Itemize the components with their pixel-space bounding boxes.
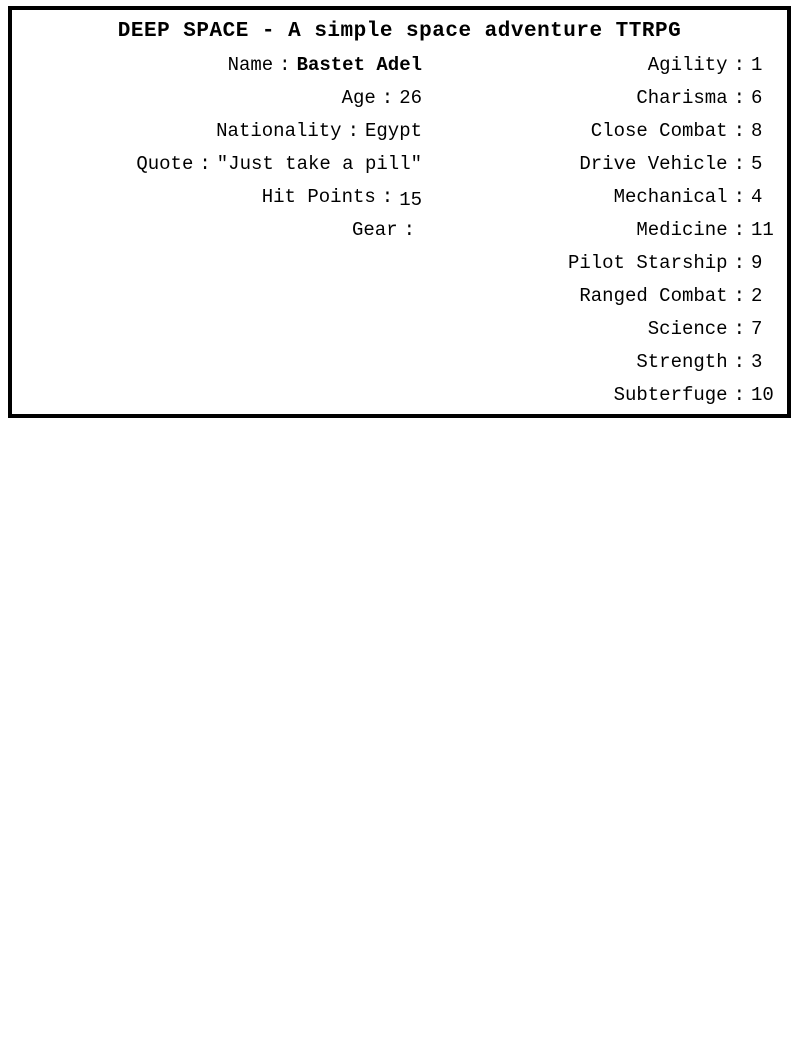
field-gear-label: Gear: [351, 219, 398, 241]
page-title: DEEP SPACE - A simple space adventure TTRPG: [117, 20, 682, 43]
field-name: [18, 49, 422, 82]
skill-agility-separator: :: [733, 54, 745, 76]
field-nationality: [18, 115, 422, 148]
skill-ranged-combat-separator: :: [733, 285, 745, 307]
field-quote-label: Quote: [136, 153, 194, 175]
skill-drive-vehicle-value: 5: [751, 153, 763, 175]
skill-medicine-value: 11: [751, 219, 774, 241]
skill-charisma-separator: :: [733, 87, 745, 109]
skill-strength: [432, 346, 777, 379]
field-nationality-value: Egypt: [364, 120, 422, 142]
skill-drive-vehicle-label: Drive Vehicle: [579, 153, 728, 175]
skill-medicine-label: Medicine: [636, 219, 728, 241]
sheet-columns: [12, 49, 787, 412]
field-hit-points-label: Hit Points: [261, 186, 376, 208]
skills-column: [432, 49, 787, 412]
field-hit-points-separator: :: [381, 186, 394, 208]
skill-subterfuge-value: 10: [751, 384, 774, 406]
skill-ranged-combat-label: Ranged Combat: [579, 285, 728, 307]
skill-subterfuge-separator: :: [733, 384, 745, 406]
skill-drive-vehicle-separator: :: [733, 153, 745, 175]
skill-ranged-combat: [432, 280, 777, 313]
skill-pilot-starship-label: Pilot Starship: [567, 252, 728, 274]
skill-charisma-label: Charisma: [636, 87, 728, 109]
skill-pilot-starship: [432, 247, 777, 280]
skill-science-value: 7: [751, 318, 763, 340]
skill-medicine-separator: :: [733, 219, 745, 241]
field-name-label: Name: [227, 54, 274, 76]
skill-strength-separator: :: [733, 351, 745, 373]
skill-science-label: Science: [647, 318, 728, 340]
field-quote-value: "Just take a pill": [216, 153, 422, 175]
skill-close-combat-label: Close Combat: [590, 120, 728, 142]
skill-strength-value: 3: [751, 351, 763, 373]
skill-close-combat: [432, 115, 777, 148]
character-sheet: [8, 6, 791, 418]
skill-agility-label: Agility: [647, 54, 728, 76]
skill-science: [432, 313, 777, 346]
skill-charisma-value: 6: [751, 87, 763, 109]
field-name-value: Bastet Adel: [296, 54, 422, 76]
field-gear: [18, 214, 422, 247]
skill-drive-vehicle: [432, 148, 777, 181]
skill-ranged-combat-value: 2: [751, 285, 763, 307]
skill-close-combat-value: 8: [751, 120, 763, 142]
field-hit-points: [18, 181, 422, 214]
field-quote: [18, 148, 422, 181]
field-nationality-separator: :: [347, 120, 359, 142]
field-age-label: Age: [341, 87, 376, 109]
field-hit-points-value: 15: [399, 189, 422, 211]
field-age-value: 26: [399, 87, 422, 109]
field-age-separator: :: [381, 87, 394, 109]
skill-mechanical: [432, 181, 777, 214]
skill-subterfuge-label: Subterfuge: [613, 384, 728, 406]
field-nationality-label: Nationality: [216, 120, 342, 142]
skill-mechanical-value: 4: [751, 186, 763, 208]
skill-mechanical-separator: :: [733, 186, 745, 208]
skill-medicine: [432, 214, 777, 247]
field-gear-separator: :: [403, 219, 415, 241]
skill-agility-value: 1: [751, 54, 763, 76]
skill-strength-label: Strength: [636, 351, 728, 373]
field-age: [18, 82, 422, 115]
skill-agility: [432, 49, 777, 82]
skill-mechanical-label: Mechanical: [613, 186, 728, 208]
skill-science-separator: :: [733, 318, 745, 340]
field-quote-separator: :: [199, 153, 211, 175]
skill-close-combat-separator: :: [733, 120, 745, 142]
skill-pilot-starship-separator: :: [733, 252, 745, 274]
field-name-separator: :: [279, 54, 291, 76]
skill-subterfuge: [432, 379, 777, 412]
character-info-column: [12, 49, 422, 247]
skill-pilot-starship-value: 9: [751, 252, 763, 274]
skill-charisma: [432, 82, 777, 115]
